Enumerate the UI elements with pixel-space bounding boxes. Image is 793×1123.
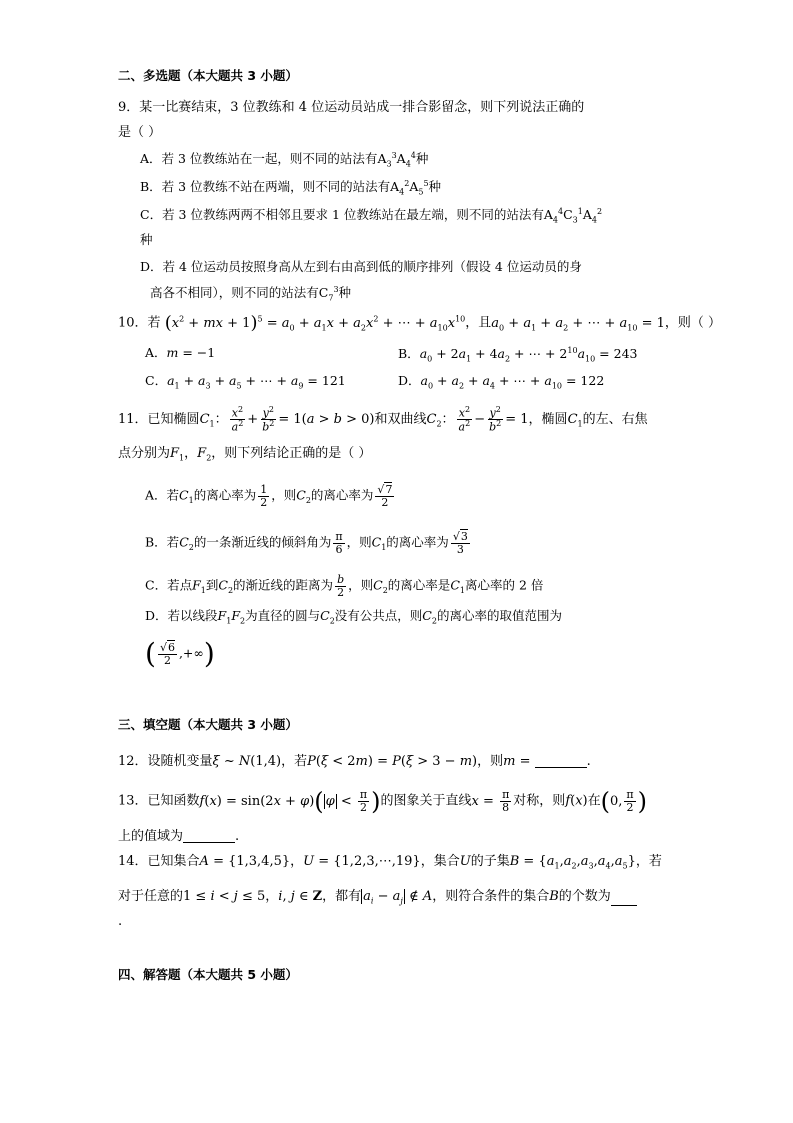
q11-d3: 没有公共点，则	[334, 608, 423, 623]
q11-stem-line2	[118, 447, 371, 463]
q13-t2: 的图象关于直线	[380, 793, 472, 809]
q11-option-c-distance: $\frac{b}{2}$	[337, 573, 345, 599]
q11-option-d-range: ( $\frac{√6}{2}$ ,+∞)	[145, 637, 215, 670]
q14-l2b: ，	[265, 889, 279, 904]
q13-stem-line1	[118, 787, 648, 816]
section-heading-fill-in: 三、填空题（本大题共 3 小题）	[118, 717, 298, 732]
q10-number: 10．	[118, 315, 148, 331]
q11-ellipse-formula: $C_1$： $\frac{x^2}{a^2}$ + $\frac{y^2}{b^2}$ = 1(a > b > 0)	[199, 405, 375, 434]
q11-d4: 的离心率的取值范围为	[436, 608, 562, 623]
q10-option-b-label: B．	[398, 346, 420, 362]
q10-condition-formula: $a_0 + a_1 + a_2$ + ⋯ + $a_{10} = 1$	[491, 315, 665, 333]
q10-ruo: 若	[147, 315, 161, 331]
q11-option-a: A．若$C_1$的离心率为 $\frac{1}{2}$ ，则$C_2$的离心率为 $\frac{√7}{2}$	[145, 483, 393, 509]
q13-l2b: .	[235, 829, 240, 844]
q11-d1: D．若以线段	[145, 608, 218, 623]
q11-c3: 的渐近线的距离为	[233, 577, 334, 593]
q14-l2a: 对于任意的	[118, 889, 184, 904]
q13-t4: 在	[587, 793, 601, 809]
q12-m-eq: m =	[503, 754, 535, 769]
q14-condition: $a_i - a_j$ ∉ A	[363, 889, 433, 906]
q14-l2d: ，则符合条件的集合	[432, 889, 550, 904]
q10-expansion-formula: ($x^2$ + mx + $1)^5 = a_0 + a_1x + a_2x^2$ + ⋯ + $a_{10}x^{10}$	[164, 312, 466, 333]
q11-stem-line1	[118, 406, 648, 433]
q14-t5: ，若	[635, 854, 662, 869]
q11-c1-ref: $C_1$	[567, 412, 583, 429]
q11-option-c: C．若点$F_1$到$C_2$的渐近线的距离为 $\frac{b}{2}$ ，则$C_2$的离心率是$C_1$离心率的 2 倍	[145, 573, 544, 599]
q9-option-d-line2	[150, 286, 351, 303]
q10-option-a-label: A．	[145, 345, 167, 360]
q11-t4: 的左、右焦	[582, 412, 648, 428]
q11-l2b: ，则下列结论正确的是（ ）	[211, 446, 372, 461]
q9-option-d-formula: $C_7^3$	[318, 285, 339, 303]
q10-option-c-formula: $a_1 + a_3 + a_5$ + ⋯ + $a_9 = 121$	[167, 373, 346, 391]
q11-hyperbola-formula: $C_2$： $\frac{x^2}{a^2}$ − $\frac{y^2}{b^2}$ = 1	[426, 405, 529, 434]
q12-stem	[118, 755, 591, 768]
q9-option-d-line1: D．若 4 位运动员按照身高从左到右由高到低的顺序排列（假设 4 位运动员的身	[140, 259, 582, 274]
q9-option-a	[140, 152, 428, 169]
q11-b1: B．若	[145, 534, 180, 550]
q14-ij-int: i, j ∈ Z	[278, 889, 323, 904]
q13-t3: 对称，则	[513, 793, 566, 809]
q11-b4: 的离心率为	[386, 534, 449, 550]
q14-t1: 14．已知集合	[118, 854, 200, 869]
q14-stem-line3: .	[118, 914, 123, 929]
q11-b3: ，则	[346, 534, 372, 550]
q14-set-u: U = {1,2,3,⋯,19}	[303, 854, 421, 869]
q11-number: 11．	[118, 412, 148, 428]
q9-option-b-text: B．若 3 位教练不站在两端，则不同的站法有	[140, 179, 391, 195]
q11-t2: 和双曲线	[374, 412, 427, 428]
q12-condition: P(ξ < 2m) = P(ξ > 3 − m)	[307, 754, 478, 769]
q11-option-b-value: $\frac{√3}{3}$	[452, 530, 468, 556]
q11-option-b: B．若$C_2$的一条渐近线的倾斜角为 $\frac{\pi}{6}$ ，则$C_1$的离心率为 $\frac{√3}{3}$	[145, 530, 468, 556]
q11-a2: 的离心率为	[193, 487, 257, 503]
q13-stem-line2	[118, 830, 239, 843]
q9-option-a-formula: $A_3^3A_4^4$	[377, 151, 416, 169]
q14-stem-line2: 对于任意的1 ≤ i < j ≤ 5，i, j ∈ Z，都有 $a_i - a_j$ ∉ A，则符合条件的集合B的个数为	[118, 890, 637, 906]
q11-c1: C．若点	[145, 577, 193, 593]
q13-interval: (0, $\frac{\pi}{2}$ )	[600, 787, 648, 816]
q10-mid: ，且	[465, 315, 492, 331]
q9-option-b-tail: 种	[428, 179, 442, 195]
q12-t2: ，若	[281, 754, 308, 769]
q9-stem-line1: 9．某一比赛结束，3 位教练和 4 位运动员站成一排合影留念，则下列说法正确的	[118, 100, 585, 115]
q13-l2: 上的值域为	[118, 829, 184, 844]
q9-option-d-text: 高各不相同），则不同的站法有	[150, 285, 319, 301]
q11-l2: 点分别为	[118, 446, 171, 461]
q13-fx: f(x)	[565, 793, 588, 809]
q10-option-c-label: C．	[145, 373, 168, 388]
q11-c5: 的离心率是	[387, 577, 451, 593]
q14-l2c: ，都有	[322, 889, 362, 904]
q9-option-c-formula: $A_4^4C_3^1A_4^2$	[543, 207, 603, 225]
q11-foci: $F_1$，$F_2$	[170, 446, 212, 463]
section-heading-multi-choice: 二、多选题（本大题共 3 小题）	[118, 68, 298, 83]
q14-t2: ，	[290, 854, 304, 869]
q11-option-b-angle: $\frac{\pi}{6}$	[335, 530, 343, 556]
q12-t1: 12．设随机变量	[118, 754, 213, 769]
q14-set-a: A = {1,3,4,5}	[199, 854, 291, 869]
q11-a4: 的离心率为	[310, 487, 374, 503]
q11-option-a-half: $\frac{1}{2}$	[260, 483, 268, 509]
q11-t1: 已知椭圆	[147, 412, 200, 428]
q10-tail: ，则（ ）	[664, 315, 722, 331]
q11-a1: A．若	[145, 487, 180, 503]
q14-set-b: $B = \{a_1,a_2,a_3,a_4,a_5\}$	[509, 854, 636, 871]
q10-option-d-formula: $a_0 + a_2 + a_4$ + ⋯ + $a_{10} = 122$	[420, 373, 605, 391]
q11-option-d-line1: D．若以线段$F_1F_2$为直径的圆与$C_2$没有公共点，则$C_2$的离心率的取值范围为	[145, 608, 562, 626]
q13-function: f(x) = sin(2x + φ)( φ < $\frac{\pi}{2}$ )	[199, 787, 381, 816]
q13-line: x = $\frac{\pi}{8}$	[471, 788, 510, 814]
q12-t4: .	[586, 754, 591, 769]
q12-t3: ，则	[477, 754, 504, 769]
q13-t1: 13．已知函数	[118, 793, 200, 809]
q14-t3: ，集合	[420, 854, 460, 869]
q9-option-d-tail: 种	[338, 285, 352, 301]
q9-option-c-text: C．若 3 位教练两两不相邻且要求 1 位教练站在最左端，则不同的站法有	[140, 207, 544, 223]
q9-option-c-tail: 种	[140, 232, 153, 247]
q11-d2: 为直径的圆与	[245, 608, 321, 623]
q9-stem-line2: 是（ ）	[118, 125, 162, 140]
q14-stem-line1: 14．已知集合A = {1,3,4,5}，U = {1,2,3,⋯,19}，集合U的子集$B = \{a_1,a_2,a_3,a_4,a_5\}$，若	[118, 854, 662, 871]
q10-option-b	[398, 347, 637, 364]
q11-b2: 的一条渐近线的倾斜角为	[193, 534, 332, 550]
q10-option-b-formula: $a_0 + 2a_1 + 4a_2$ + ⋯ + $2^{10}a_{10} = 243$	[419, 346, 638, 364]
q10-option-a-formula: m = −1	[166, 345, 216, 360]
q11-c6: 离心率的 2 倍	[464, 577, 544, 593]
q11-c4: ，则	[348, 577, 374, 593]
q10-option-d	[398, 375, 604, 391]
q9-option-b	[140, 180, 441, 197]
q10-option-a	[145, 347, 215, 360]
q11-t3: ，椭圆	[528, 412, 568, 428]
q10-option-d-label: D．	[398, 373, 421, 388]
q12-answer-blank[interactable]	[535, 755, 587, 768]
section-heading-solutions: 四、解答题（本大题共 5 小题）	[118, 967, 298, 982]
q14-ij-range: 1 ≤ i < j ≤ 5	[183, 889, 266, 904]
q13-answer-blank[interactable]	[183, 830, 235, 843]
q10-option-c	[145, 375, 346, 391]
q9-option-a-tail: 种	[415, 151, 429, 167]
q9-option-c	[140, 208, 602, 225]
q10-stem	[118, 314, 721, 332]
q11-c2: 到	[205, 577, 219, 593]
q11-a3: ，则	[271, 487, 297, 503]
q12-distribution: ξ ~ N(1,4)	[212, 754, 282, 769]
q14-l2e: 的个数为	[558, 889, 611, 904]
q14-answer-blank[interactable]	[611, 893, 637, 906]
q9-option-b-formula: $A_4^2A_5^5$	[390, 179, 429, 197]
q9-option-a-text: A．若 3 位教练站在一起，则不同的站法有	[140, 151, 378, 167]
q11-option-a-value: $\frac{√7}{2}$	[377, 483, 393, 509]
q14-t4: 的子集	[470, 854, 510, 869]
